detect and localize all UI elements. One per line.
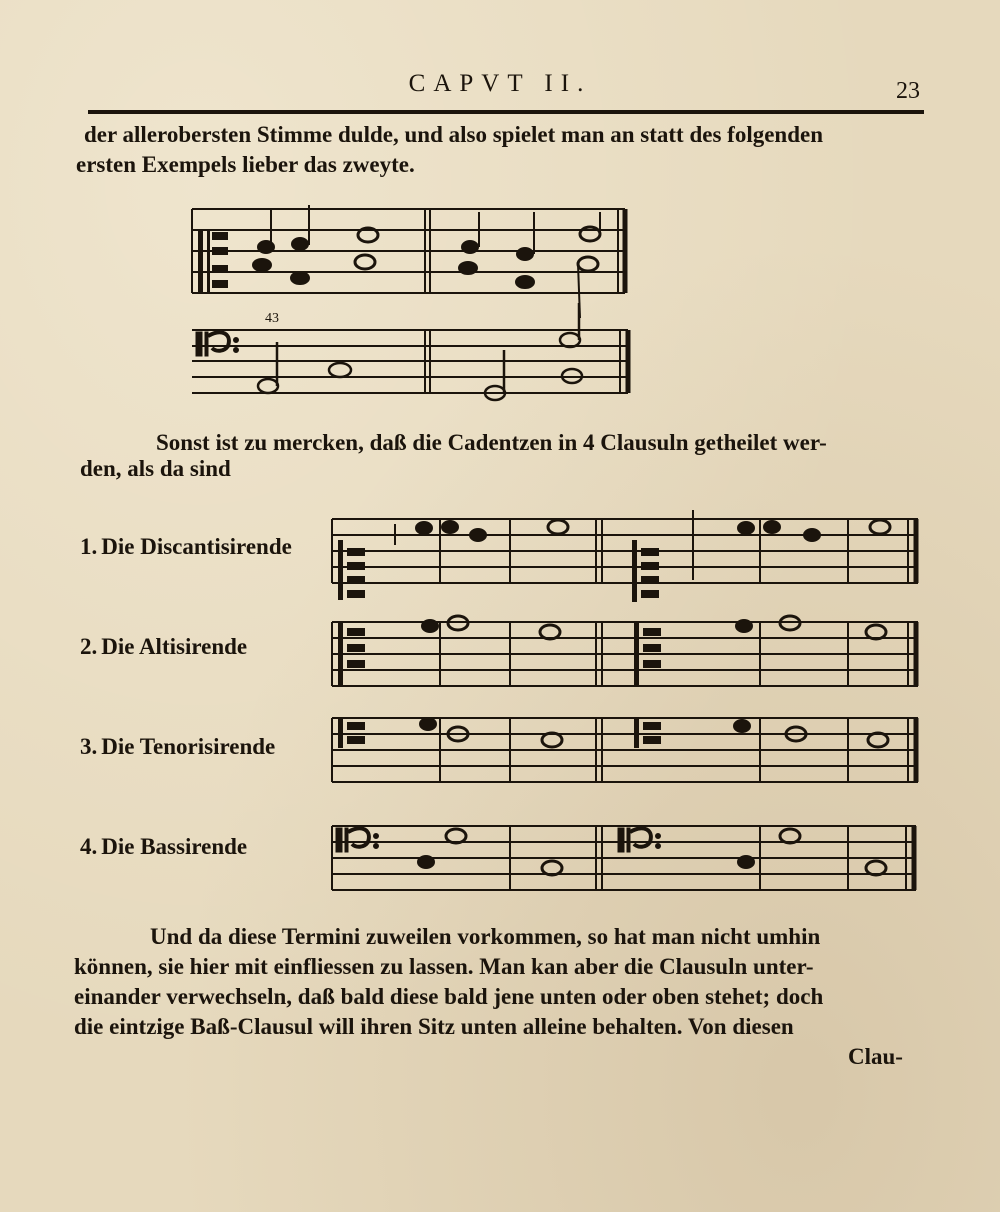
body-text-line: der allerobersten Stimme dulde, und also spielet man an statt des folgenden [84, 122, 824, 147]
page-number: 23 [896, 78, 920, 104]
body-text-line: einander verwechseln, daß bald diese bald jene unten oder oben stehet; doch [74, 984, 824, 1009]
clausula-number: 4. [80, 834, 98, 859]
clausula-name: Die Altisirende [101, 634, 248, 659]
clausula-staff-3 [332, 718, 918, 782]
clausula-name: Die Discantisirende [101, 534, 292, 559]
body-text-line: die eintzige Baß-Clausul will ihren Sitz unten alleine behalten. Von diesen [74, 1014, 794, 1039]
figured-bass-number: 43 [265, 311, 279, 326]
example-treble-staff [192, 209, 625, 293]
clausula-name: Die Bassirende [101, 834, 248, 859]
example-treble-notes [253, 205, 600, 318]
clausula-number: 2. [80, 634, 98, 659]
body-text-line: Und da diese Termini zuweilen vorkommen, so hat man nicht umhin [150, 924, 821, 949]
body-text-line: Sonst ist zu mercken, daß die Cadentzen in 4 Clausuln getheilet wer- [156, 430, 827, 455]
clausula-label-3 [80, 734, 275, 760]
body-text-line: können, sie hier mit einfliessen zu lassen. Man kan aber die Clausuln unter- [74, 954, 814, 979]
body-text-line: ersten Exempels lieber das zweyte. [76, 152, 415, 177]
body-text-line: den, als da sind [80, 456, 231, 481]
catchword: Clau- [848, 1044, 903, 1069]
clausula-4-clefs [336, 828, 661, 852]
treble-c-clef [198, 230, 228, 293]
example-bass-notes [258, 303, 582, 400]
clausula-number: 1. [80, 534, 98, 559]
clausula-1-clefs [338, 540, 659, 602]
running-head-title: CAPVT II. [408, 70, 592, 97]
clausula-label-4 [80, 834, 247, 860]
clausula-staff-2 [332, 622, 918, 686]
clausula-label-1 [80, 534, 292, 560]
bass-c-clef [196, 332, 239, 356]
clausula-name: Die Tenorisirende [101, 734, 276, 759]
clausula-number: 3. [80, 734, 98, 759]
clausula-label-2 [80, 634, 247, 660]
